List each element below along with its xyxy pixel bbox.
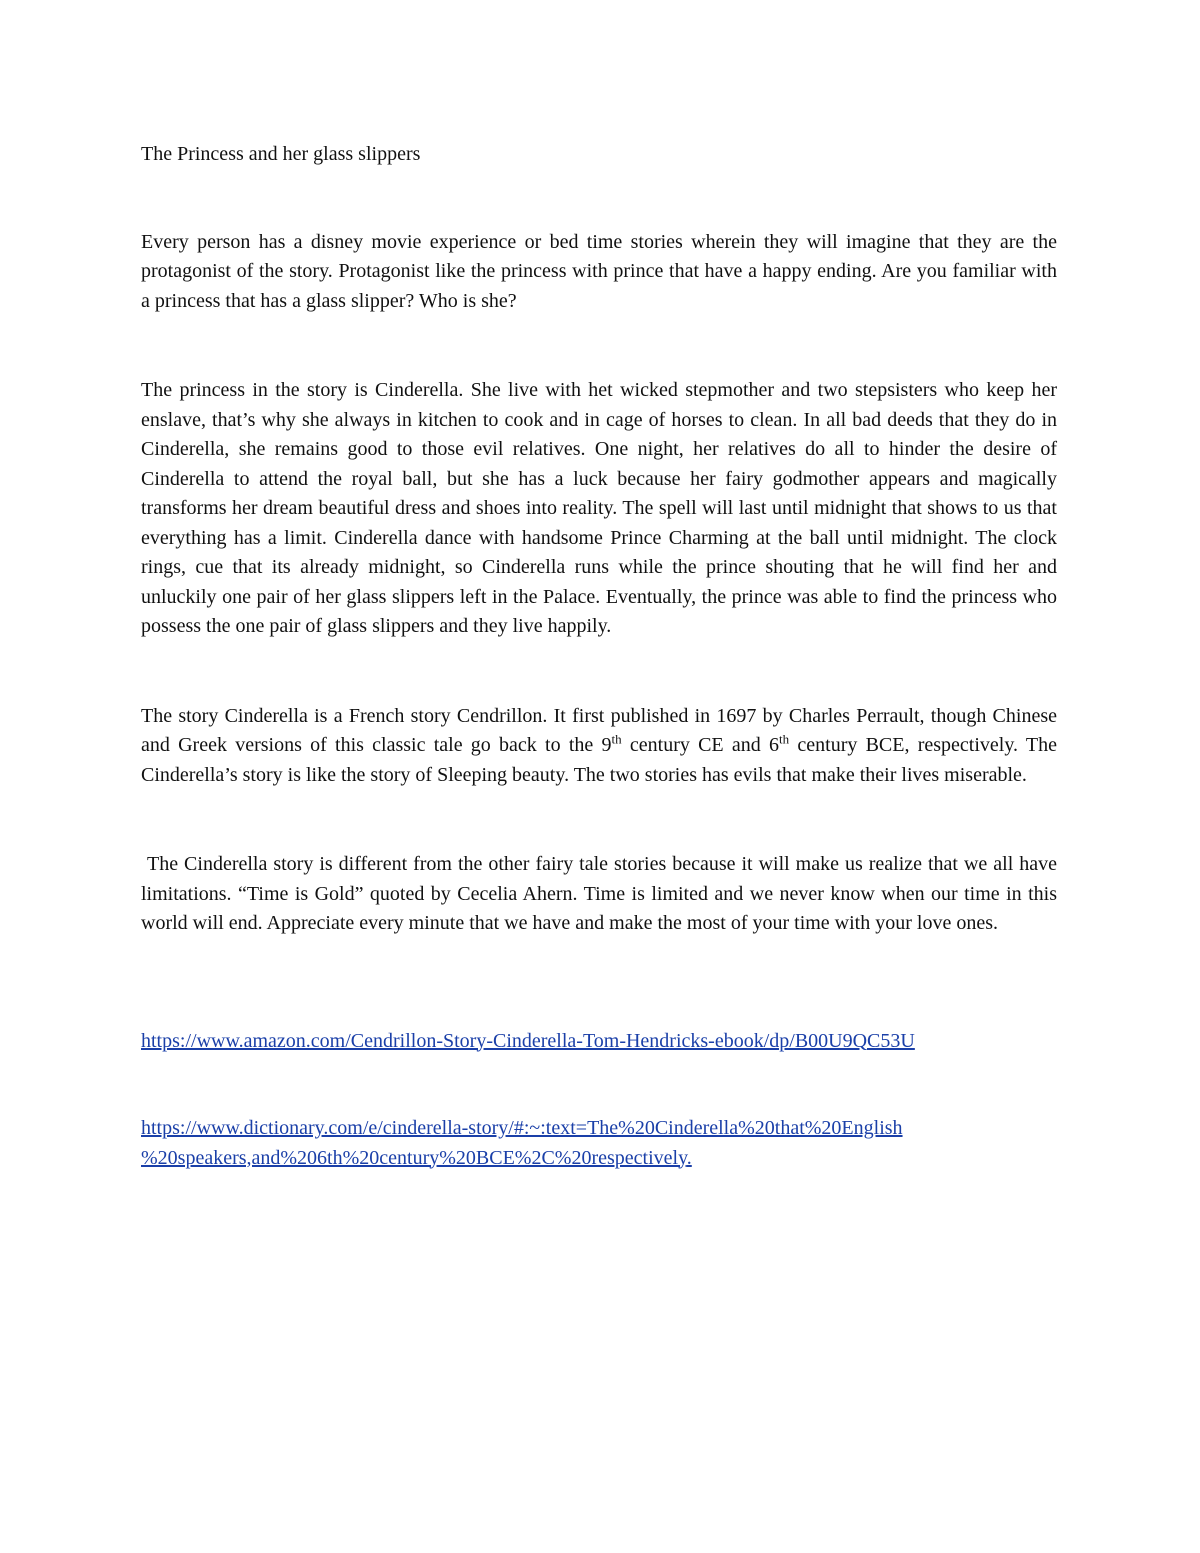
superscript-th-2: th: [779, 731, 790, 747]
document-title: The Princess and her glass slippers: [141, 143, 421, 165]
history-text-part-1: The story Cinderella is a French story Cendrillon. It first published in 1697 by Charles Perrault, though Chinese and Greek versions of this classic tale go back to the 9: [141, 704, 1057, 756]
document-body: [141, 140, 1062, 1173]
paragraph-intro: Every person has a disney movie experience or bed time stories wherein they will imagine that they are the protagonist of the story. Protagonist like the princess with prince that have a happy ending. Are you familiar with a princess that has a glass slipper? Who is she?: [141, 230, 1057, 312]
amazon-link[interactable]: https://www.amazon.com/Cendrillon-Story-Cinderella-Tom-Hendricks-ebook/dp/B00U9QC53U: [141, 1029, 915, 1052]
reference-dictionary: [141, 1114, 1057, 1173]
dictionary-link-trailing-period[interactable]: .: [686, 1146, 692, 1169]
reference-amazon: [141, 1027, 1057, 1057]
history-text-part-3: century BCE, respectively. The Cinderella’s story is like the story of Sleeping beauty. The two stories has evils that make their lives miserable.: [141, 734, 1058, 786]
superscript-th-1: th: [611, 731, 622, 747]
paragraph-cinderella-story: The princess in the story is Cinderella. She live with het wicked stepmother and two stepsisters who keep her enslave, that’s why she always in kitchen to cook and in cage of horses to clean. In all bad deeds that they do in Cinderella, she remains good to those evil relatives. One night, her relatives do all to hinder the desire of Cinderella to attend the royal ball, but she has a luck because her fairy godmother appears and magically transforms her dream beautiful dress and shoes into reality. The spell will last until midnight that shows to us that everything has a limit. Cinderella dance with handsome Prince Charming at the ball until midnight. The clock rings, cue that its already midnight, so Cinderella runs while the prince shouting that he will find her and unluckily one pair of her glass slippers left in the Palace. Eventually, the prince was able to find the princess who possess the one pair of glass slippers and they live happily.: [141, 379, 1057, 637]
paragraph-history: [141, 702, 1057, 791]
dictionary-link-line-1[interactable]: https://www.dictionary.com/e/cinderella-story/#:~:text=The%20Cinderella%20that%20English: [141, 1117, 903, 1139]
dictionary-link-line-2[interactable]: %20speakers,and%206th%20century%20BCE%2C%20respectively: [141, 1146, 687, 1169]
history-text-part-2: century CE and 6: [621, 734, 780, 756]
paragraph-conclusion: The Cinderella story is different from the other fairy tale stories because it will make us realize that we all have limitations. “Time is Gold” quoted by Cecelia Ahern. Time is limited and we never know when our time in this world will end. Appreciate every minute that we have and make the most of your time with your love ones.: [141, 853, 1062, 934]
